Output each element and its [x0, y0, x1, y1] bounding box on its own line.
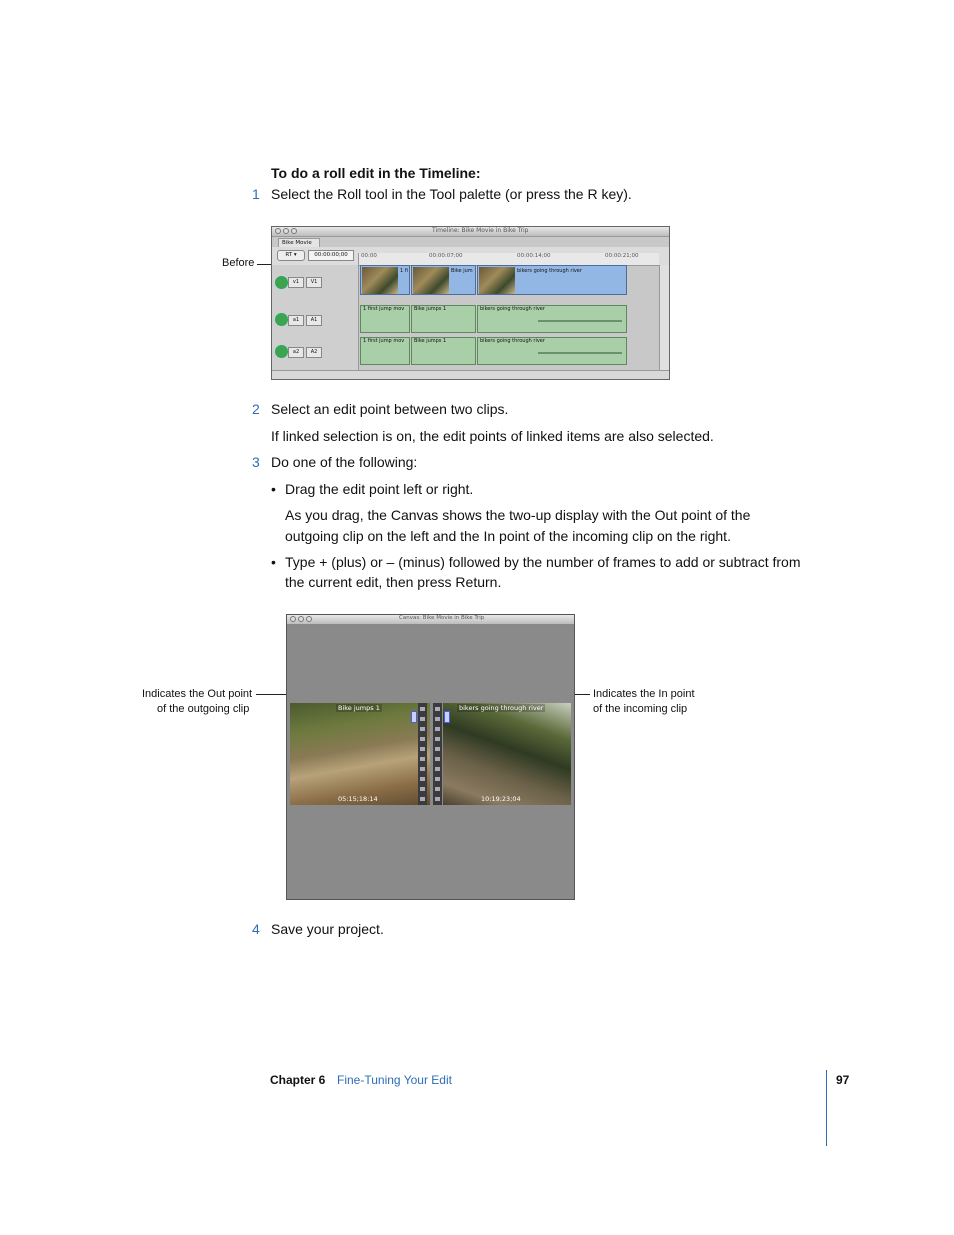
ruler-tick: 00:00:14;00 — [517, 253, 551, 259]
ruler-tick: 00:00:21;00 — [605, 253, 639, 259]
track-label-v1-src[interactable]: v1 — [288, 277, 304, 288]
bullet-1-para-line: As you drag, the Canvas shows the two-up display with the Out point of the — [285, 507, 751, 523]
clip-name: bikers going through river — [517, 268, 582, 274]
minimize-icon[interactable] — [298, 616, 304, 622]
footer-divider — [826, 1070, 827, 1146]
video-clip[interactable] — [477, 265, 627, 295]
clip-name: bikers going through river — [480, 338, 545, 344]
page-number: 97 — [836, 1073, 850, 1087]
outgoing-timecode: 05:15;18:14 — [338, 795, 378, 803]
bullet-glyph: • — [271, 554, 276, 570]
canvas-title-bar — [287, 615, 574, 625]
rt-menu-button[interactable]: RT ▾ — [277, 250, 305, 261]
timeline-scrollbar[interactable] — [272, 370, 669, 379]
video-clip[interactable] — [360, 265, 410, 295]
bullet-1-text: Drag the edit point left or right. — [285, 481, 474, 497]
canvas-window — [286, 614, 575, 900]
in-point-marker-icon — [444, 711, 450, 723]
out-point-callout-line1: Indicates the Out point — [142, 688, 253, 700]
timecode-field[interactable]: 00:00:00;00 — [308, 250, 354, 261]
track-label-a2-src[interactable]: a2 — [288, 347, 304, 358]
clip-name: 1 fi — [400, 268, 408, 274]
track-label-a2-dst[interactable]: A2 — [306, 347, 322, 358]
before-leader-line — [257, 264, 271, 265]
video-clip[interactable] — [411, 265, 476, 295]
track-label-a1-dst[interactable]: A1 — [306, 315, 322, 326]
audio-track-a1 — [358, 305, 658, 335]
in-point-callout-line2: of the incoming clip — [593, 703, 688, 715]
clip-name: Bike jumps 1 — [414, 306, 447, 312]
timeline-header — [272, 247, 669, 266]
out-point-callout-line2: of the outgoing clip — [157, 703, 250, 715]
outgoing-clip-name: Bike jumps 1 — [338, 704, 380, 712]
timeline-window-title: Timeline: Bike Movie in Bike Trip — [432, 227, 529, 234]
audio-track-a2 — [358, 337, 658, 367]
clip-thumbnail — [413, 267, 449, 294]
bullet-2-line: Type + (plus) or – (minus) followed by the number of frames to add or subtract from — [285, 554, 801, 570]
track-audio-icon[interactable] — [275, 313, 288, 326]
bullet-glyph: • — [271, 481, 276, 497]
step-number-1: 1 — [252, 186, 260, 202]
step-4-text: Save your project. — [271, 921, 384, 937]
ruler-tick: 00:00 — [361, 253, 377, 259]
audio-clip[interactable] — [477, 337, 627, 365]
time-ruler[interactable] — [358, 253, 659, 265]
minimize-icon[interactable] — [283, 228, 289, 234]
timeline-title-bar — [272, 227, 669, 237]
sequence-tab[interactable]: Bike Movie — [278, 238, 320, 247]
zoom-icon[interactable] — [306, 616, 312, 622]
step-number-4: 4 — [252, 921, 260, 937]
film-sprocket-left-icon — [418, 703, 427, 805]
footer-chapter-title[interactable]: Fine-Tuning Your Edit — [337, 1073, 452, 1087]
track-controls — [272, 265, 359, 373]
vertical-scrollbar[interactable] — [659, 265, 669, 373]
step-number-2: 2 — [252, 401, 260, 417]
audio-clip[interactable] — [360, 305, 410, 333]
out-point-marker-icon — [411, 711, 417, 723]
close-icon[interactable] — [275, 228, 281, 234]
bullet-2-line: the current edit, then press Return. — [285, 574, 502, 590]
canvas-window-title: Canvas: Bike Movie in Bike Trip — [399, 615, 485, 621]
clip-name: 1 first jump mov — [363, 338, 405, 344]
incoming-clip-name: bikers going through river — [459, 704, 544, 712]
audio-clip[interactable] — [477, 305, 627, 333]
step-3-text: Do one of the following: — [271, 454, 418, 470]
audio-waveform — [538, 352, 622, 354]
in-point-callout-line1: Indicates the In point — [593, 688, 695, 700]
zoom-icon[interactable] — [291, 228, 297, 234]
audio-clip[interactable] — [411, 337, 476, 365]
track-visibility-icon[interactable] — [275, 276, 288, 289]
clip-thumbnail — [362, 267, 398, 294]
footer-chapter: Chapter 6 — [270, 1073, 326, 1087]
timeline-tracks — [272, 265, 669, 373]
before-callout: Before — [222, 257, 255, 269]
incoming-clip-frame — [443, 703, 571, 805]
step-1-text: Select the Roll tool in the Tool palette (or press the R key). — [271, 186, 632, 202]
audio-waveform — [538, 320, 622, 322]
track-audio-icon[interactable] — [275, 345, 288, 358]
incoming-timecode: 10:19;23;04 — [481, 795, 521, 803]
track-label-a1-src[interactable]: a1 — [288, 315, 304, 326]
step-number-3: 3 — [252, 454, 260, 470]
timeline-window — [271, 226, 670, 380]
video-track-v1 — [358, 265, 658, 299]
track-label-v1-dst[interactable]: V1 — [306, 277, 322, 288]
film-sprocket-right-icon — [433, 703, 442, 805]
bullet-1-para-line: outgoing clip on the left and the In point of the incoming clip on the right. — [285, 528, 731, 544]
clip-name: 1 first jump mov — [363, 306, 405, 312]
clip-thumbnail — [479, 267, 515, 294]
clip-name: Bike jum — [451, 268, 473, 274]
outgoing-clip-frame — [290, 703, 430, 805]
close-icon[interactable] — [290, 616, 296, 622]
ruler-tick: 00:00:07;00 — [429, 253, 463, 259]
audio-clip[interactable] — [360, 337, 410, 365]
clip-name: bikers going through river — [480, 306, 545, 312]
step-2-text: Select an edit point between two clips. — [271, 401, 509, 417]
procedure-heading: To do a roll edit in the Timeline: — [271, 165, 481, 181]
audio-clip[interactable] — [411, 305, 476, 333]
clip-name: Bike jumps 1 — [414, 338, 447, 344]
step-2-note: If linked selection is on, the edit points of linked items are also selected. — [271, 428, 714, 444]
